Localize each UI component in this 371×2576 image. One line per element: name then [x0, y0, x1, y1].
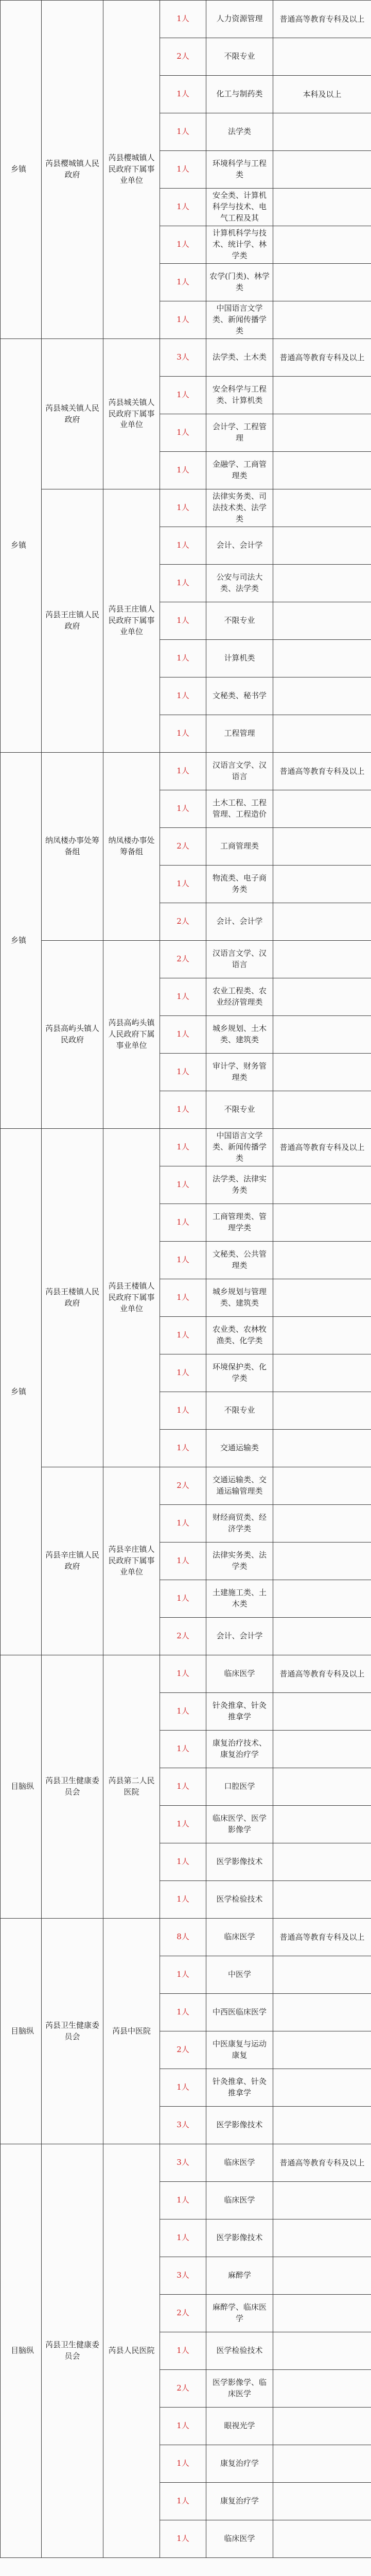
major-cell: 不限专业 — [206, 602, 273, 640]
major-cell: 针灸推拿、针灸推拿学 — [206, 1693, 273, 1731]
headcount-cell: 1人 — [160, 1, 206, 38]
education-requirement-cell — [273, 38, 371, 76]
headcount-cell: 2人 — [160, 2370, 206, 2408]
major-cell: 城乡规划与管理类、建筑类 — [206, 1279, 273, 1317]
major-cell: 康复治疗学 — [206, 2483, 273, 2520]
major-cell: 麻醉学、临床医学 — [206, 2295, 273, 2332]
education-requirement-cell — [273, 1204, 371, 1242]
headcount-cell: 1人 — [160, 2332, 206, 2370]
major-cell: 工商管理类 — [206, 828, 273, 866]
education-requirement-cell — [273, 1467, 371, 1505]
education-requirement-cell — [273, 1806, 371, 1843]
major-cell: 医学影像学、临床医学 — [206, 2370, 273, 2408]
major-cell: 医学影像技术 — [206, 2219, 273, 2257]
headcount-cell: 1人 — [160, 1166, 206, 1204]
table-row — [1, 489, 371, 527]
education-requirement-cell — [273, 978, 371, 1016]
education-requirement-cell — [273, 941, 371, 978]
headcount-cell: 1人 — [160, 2182, 206, 2219]
education-requirement-cell — [273, 2107, 371, 2144]
major-cell: 农业类、农林牧渔类、化学类 — [206, 1317, 273, 1354]
major-cell: 农业工程类、农业经济管理类 — [206, 978, 273, 1016]
major-cell: 文秘类、秘书学 — [206, 677, 273, 715]
table-row — [1, 941, 371, 978]
major-cell: 化工与制药类 — [206, 76, 273, 113]
major-cell: 临床医学、医学影像学 — [206, 1806, 273, 1843]
table-row — [1, 2144, 371, 2182]
department-cell: 芮县人民医院 — [103, 2144, 160, 2558]
education-requirement-cell — [273, 2031, 371, 2069]
headcount-cell: 1人 — [160, 565, 206, 602]
headcount-cell: 1人 — [160, 226, 206, 264]
education-requirement-cell — [273, 414, 371, 452]
headcount-cell: 3人 — [160, 339, 206, 377]
major-cell: 不限专业 — [206, 38, 273, 76]
major-cell: 交通运输类 — [206, 1430, 273, 1467]
education-requirement-cell — [273, 2219, 371, 2257]
education-requirement-cell — [273, 1354, 371, 1392]
major-cell: 不限专业 — [206, 1392, 273, 1430]
major-cell: 医学检验技术 — [206, 2332, 273, 2370]
education-requirement-cell — [273, 2332, 371, 2370]
education-requirement-cell — [273, 377, 371, 414]
education-requirement-cell: 普通高等教育专科及以上 — [273, 1919, 371, 1956]
headcount-cell: 1人 — [160, 2483, 206, 2520]
education-requirement-cell — [273, 1956, 371, 1994]
education-requirement-cell — [273, 1543, 371, 1580]
headcount-cell: 1人 — [160, 1091, 206, 1129]
headcount-cell: 1人 — [160, 2219, 206, 2257]
education-requirement-cell — [273, 151, 371, 189]
headcount-cell: 2人 — [160, 38, 206, 76]
headcount-cell: 1人 — [160, 1881, 206, 1919]
table-row — [1, 1919, 371, 1956]
education-requirement-cell — [273, 1693, 371, 1731]
education-requirement-cell — [273, 1392, 371, 1430]
major-cell: 医学影像技术 — [206, 2107, 273, 2144]
major-cell: 环境保护类、化学类 — [206, 1354, 273, 1392]
major-cell: 临床医学 — [206, 1919, 273, 1956]
major-cell: 财经商贸类、经济学类 — [206, 1505, 273, 1543]
major-cell: 康复治疗学 — [206, 2445, 273, 2483]
category-cell: 目脑纵 — [1, 1919, 42, 2144]
major-cell: 计算机类 — [206, 640, 273, 677]
major-cell: 汉语言文学、汉语言 — [206, 941, 273, 978]
department-cell: 芮县樱城镇人民政府下属事业单位 — [103, 1, 160, 339]
category-cell: 乡镇 — [1, 339, 42, 753]
major-cell: 安全科学与工程类、计算机类 — [206, 377, 273, 414]
education-requirement-cell: 普通高等教育专科及以上 — [273, 1655, 371, 1693]
category-cell: 目脑纵 — [1, 1655, 42, 1919]
headcount-cell: 2人 — [160, 1618, 206, 1655]
major-cell: 针灸推拿、针灸推拿学 — [206, 2069, 273, 2107]
education-requirement-cell — [273, 527, 371, 565]
major-cell: 中医学 — [206, 1956, 273, 1994]
table-row — [1, 1129, 371, 1166]
headcount-cell: 1人 — [160, 640, 206, 677]
major-cell: 法学类 — [206, 113, 273, 151]
education-requirement-cell: 本科及以上 — [273, 76, 371, 113]
major-cell: 会计、会计学 — [206, 527, 273, 565]
education-requirement-cell — [273, 903, 371, 941]
headcount-cell: 2人 — [160, 903, 206, 941]
headcount-cell: 1人 — [160, 1655, 206, 1693]
major-cell: 计算机科学与技术、统计学、林学类 — [206, 226, 273, 264]
major-cell: 土建施工类、土木类 — [206, 1580, 273, 1618]
major-cell: 城乡规划、土木类、建筑类 — [206, 1016, 273, 1054]
headcount-cell: 1人 — [160, 527, 206, 565]
table-row — [1, 1467, 371, 1505]
department-cell: 芮县王庄镇人民政府下属事业单位 — [103, 489, 160, 753]
education-requirement-cell — [273, 1242, 371, 1279]
major-cell: 临床医学 — [206, 2182, 273, 2219]
headcount-cell: 1人 — [160, 2520, 206, 2558]
headcount-cell: 1人 — [160, 866, 206, 903]
education-requirement-cell — [273, 2069, 371, 2107]
major-cell: 会计学、工程管理 — [206, 414, 273, 452]
major-cell: 康复治疗技术、康复治疗学 — [206, 1731, 273, 1768]
headcount-cell: 3人 — [160, 2107, 206, 2144]
headcount-cell: 1人 — [160, 377, 206, 414]
education-requirement-cell — [273, 2257, 371, 2295]
major-cell: 汉语言文学、汉语言 — [206, 753, 273, 790]
headcount-cell: 1人 — [160, 1354, 206, 1392]
major-cell: 法学类、土木类 — [206, 339, 273, 377]
education-requirement-cell — [273, 1016, 371, 1054]
headcount-cell: 1人 — [160, 1430, 206, 1467]
major-cell: 中国语言文学类、新闻传播学类 — [206, 301, 273, 339]
table-row — [1, 1, 371, 38]
headcount-cell: 1人 — [160, 1279, 206, 1317]
major-cell: 法律实务类、司法技术类、法学类 — [206, 489, 273, 527]
department-cell: 芮县辛庄镇人民政府下属事业单位 — [103, 1467, 160, 1655]
education-requirement-cell — [273, 1430, 371, 1467]
major-cell: 会计、会计学 — [206, 1618, 273, 1655]
education-requirement-cell — [273, 1054, 371, 1091]
education-requirement-cell: 普通高等教育专科及以上 — [273, 2144, 371, 2182]
department-cell: 芮县高屿头镇人民政府下属事业单位 — [103, 941, 160, 1129]
education-requirement-cell — [273, 1091, 371, 1129]
education-requirement-cell — [273, 264, 371, 301]
education-requirement-cell — [273, 1731, 371, 1768]
unit-cell: 芮县樱城镇人民政府 — [42, 1, 103, 339]
education-requirement-cell — [273, 790, 371, 828]
major-cell: 临床医学 — [206, 2144, 273, 2182]
headcount-cell: 1人 — [160, 301, 206, 339]
major-cell: 交通运输类、交通运输管理类 — [206, 1467, 273, 1505]
table-row — [1, 339, 371, 377]
education-requirement-cell — [273, 677, 371, 715]
headcount-cell: 3人 — [160, 2144, 206, 2182]
major-cell: 麻醉学 — [206, 2257, 273, 2295]
headcount-cell: 1人 — [160, 715, 206, 753]
education-requirement-cell — [273, 2445, 371, 2483]
headcount-cell: 1人 — [160, 1242, 206, 1279]
major-cell: 农学(门类)、林学类 — [206, 264, 273, 301]
education-requirement-cell — [273, 452, 371, 489]
headcount-cell: 1人 — [160, 189, 206, 226]
education-requirement-cell — [273, 640, 371, 677]
major-cell: 人力资源管理 — [206, 1, 273, 38]
unit-cell: 芮县王楼镇人民政府 — [42, 1129, 103, 1467]
table-row — [1, 1655, 371, 1693]
headcount-cell: 1人 — [160, 1768, 206, 1806]
headcount-cell: 1人 — [160, 677, 206, 715]
education-requirement-cell — [273, 2295, 371, 2332]
education-requirement-cell — [273, 2408, 371, 2445]
department-cell: 芮县王楼镇人民政府下属事业单位 — [103, 1129, 160, 1467]
department-cell: 芮县城关镇人民政府下属事业单位 — [103, 339, 160, 489]
unit-cell: 芮县卫生健康委员会 — [42, 1919, 103, 2144]
headcount-cell: 8人 — [160, 1919, 206, 1956]
headcount-cell: 1人 — [160, 1204, 206, 1242]
major-cell: 医学检验技术 — [206, 1881, 273, 1919]
education-requirement-cell: 普通高等教育专科及以上 — [273, 1, 371, 38]
major-cell: 临床医学 — [206, 2520, 273, 2558]
unit-cell: 芮县卫生健康委员会 — [42, 2144, 103, 2558]
education-requirement-cell — [273, 565, 371, 602]
education-requirement-cell — [273, 226, 371, 264]
headcount-cell: 1人 — [160, 264, 206, 301]
headcount-cell: 1人 — [160, 1731, 206, 1768]
major-cell: 眼视光学 — [206, 2408, 273, 2445]
education-requirement-cell — [273, 866, 371, 903]
headcount-cell: 1人 — [160, 1580, 206, 1618]
education-requirement-cell — [273, 715, 371, 753]
education-requirement-cell — [273, 1768, 371, 1806]
headcount-cell: 1人 — [160, 790, 206, 828]
major-cell: 审计学、财务管理类 — [206, 1054, 273, 1091]
education-requirement-cell — [273, 301, 371, 339]
education-requirement-cell — [273, 1317, 371, 1354]
education-requirement-cell — [273, 1580, 371, 1618]
education-requirement-cell — [273, 1166, 371, 1204]
education-requirement-cell — [273, 189, 371, 226]
education-requirement-cell — [273, 489, 371, 527]
headcount-cell: 1人 — [160, 753, 206, 790]
education-requirement-cell — [273, 1505, 371, 1543]
headcount-cell: 1人 — [160, 2408, 206, 2445]
unit-cell: 芮县卫生健康委员会 — [42, 1655, 103, 1919]
unit-cell: 芮县城关镇人民政府 — [42, 339, 103, 489]
table-body — [1, 1, 371, 2558]
education-requirement-cell — [273, 1279, 371, 1317]
education-requirement-cell — [273, 1843, 371, 1881]
major-cell: 不限专业 — [206, 1091, 273, 1129]
headcount-cell: 1人 — [160, 2069, 206, 2107]
headcount-cell: 1人 — [160, 1317, 206, 1354]
headcount-cell: 2人 — [160, 1467, 206, 1505]
major-cell: 金融学、工商管理类 — [206, 452, 273, 489]
headcount-cell: 1人 — [160, 76, 206, 113]
major-cell: 环境科学与工程类 — [206, 151, 273, 189]
major-cell: 物流类、电子商务类 — [206, 866, 273, 903]
category-cell: 乡镇 — [1, 1129, 42, 1655]
headcount-cell: 1人 — [160, 2445, 206, 2483]
education-requirement-cell — [273, 113, 371, 151]
headcount-cell: 1人 — [160, 602, 206, 640]
headcount-cell: 3人 — [160, 2257, 206, 2295]
major-cell: 中西医临床医学 — [206, 1994, 273, 2031]
unit-cell: 芮县高屿头镇人民政府 — [42, 941, 103, 1129]
headcount-cell: 1人 — [160, 978, 206, 1016]
education-requirement-cell: 普通高等教育专科及以上 — [273, 1129, 371, 1166]
education-requirement-cell — [273, 602, 371, 640]
major-cell: 安全类、计算机科学与技术、电气工程及其 — [206, 189, 273, 226]
major-cell: 工商管理类、管理学类 — [206, 1204, 273, 1242]
headcount-cell: 1人 — [160, 1994, 206, 2031]
headcount-cell: 1人 — [160, 1016, 206, 1054]
education-requirement-cell — [273, 2182, 371, 2219]
headcount-cell: 1人 — [160, 1054, 206, 1091]
headcount-cell: 2人 — [160, 2295, 206, 2332]
education-requirement-cell — [273, 1994, 371, 2031]
department-cell: 纳凤楼办事处筹备组 — [103, 753, 160, 941]
education-requirement-cell — [273, 2370, 371, 2408]
education-requirement-cell — [273, 2520, 371, 2558]
headcount-cell: 2人 — [160, 2031, 206, 2069]
major-cell: 临床医学 — [206, 1655, 273, 1693]
major-cell: 文秘类、公共管理类 — [206, 1242, 273, 1279]
category-cell: 乡镇 — [1, 1, 42, 339]
category-cell: 乡镇 — [1, 753, 42, 1129]
major-cell: 中国语言文学类、新闻传播学类 — [206, 1129, 273, 1166]
unit-cell: 芮县王庄镇人民政府 — [42, 489, 103, 753]
headcount-cell: 1人 — [160, 1956, 206, 1994]
headcount-cell: 1人 — [160, 1693, 206, 1731]
headcount-cell: 1人 — [160, 1392, 206, 1430]
headcount-cell: 1人 — [160, 151, 206, 189]
unit-cell: 纳凤楼办事处筹备组 — [42, 753, 103, 941]
major-cell: 医学影像技术 — [206, 1843, 273, 1881]
major-cell: 公安与司法大类、法学类 — [206, 565, 273, 602]
education-requirement-cell: 普通高等教育专科及以上 — [273, 339, 371, 377]
headcount-cell: 1人 — [160, 1505, 206, 1543]
department-cell: 芮县中医院 — [103, 1919, 160, 2144]
headcount-cell: 1人 — [160, 1129, 206, 1166]
headcount-cell: 1人 — [160, 489, 206, 527]
headcount-cell: 1人 — [160, 113, 206, 151]
major-cell: 土木工程、工程管理、工程造价 — [206, 790, 273, 828]
major-cell: 工程管理 — [206, 715, 273, 753]
unit-cell: 芮县辛庄镇人民政府 — [42, 1467, 103, 1655]
major-cell: 法律实务类、法学类 — [206, 1543, 273, 1580]
department-cell: 芮县第二人民医院 — [103, 1655, 160, 1919]
major-cell: 会计、会计学 — [206, 903, 273, 941]
category-cell: 目脑纵 — [1, 2144, 42, 2558]
headcount-cell: 1人 — [160, 1843, 206, 1881]
table-row — [1, 753, 371, 790]
major-cell: 中医康复与运动康复 — [206, 2031, 273, 2069]
major-cell: 口腔医学 — [206, 1768, 273, 1806]
education-requirement-cell: 普通高等教育专科及以上 — [273, 753, 371, 790]
headcount-cell: 1人 — [160, 1806, 206, 1843]
major-cell: 法学类、法律实务类 — [206, 1166, 273, 1204]
headcount-cell: 2人 — [160, 828, 206, 866]
education-requirement-cell — [273, 828, 371, 866]
headcount-cell: 1人 — [160, 452, 206, 489]
headcount-cell: 2人 — [160, 941, 206, 978]
headcount-cell: 1人 — [160, 1543, 206, 1580]
headcount-cell: 1人 — [160, 414, 206, 452]
education-requirement-cell — [273, 2483, 371, 2520]
education-requirement-cell — [273, 1618, 371, 1655]
education-requirement-cell — [273, 1881, 371, 1919]
